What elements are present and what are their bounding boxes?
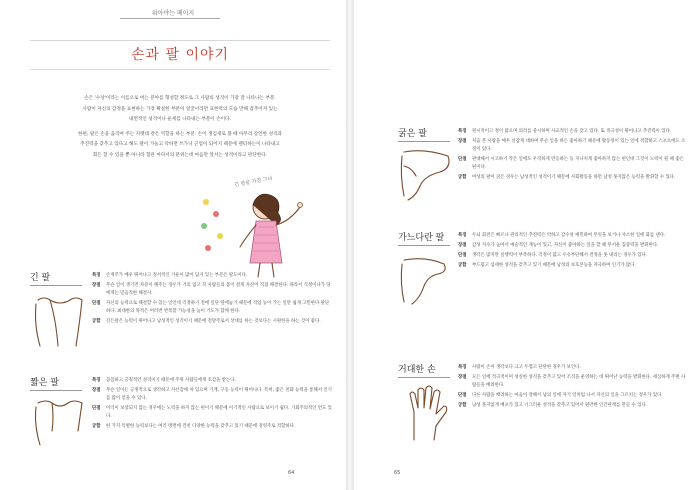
intro-line: 추진력을 갖추고 있다고 해도 팔이 가늘고 약하면 쓰가니 근업이 되어지 때문에 렌터하는이 나타내고	[80, 142, 280, 147]
entry-tag: 장점	[92, 387, 101, 393]
entry-tag: 궁합	[92, 424, 101, 430]
entry-text: 남성 못지않게 배포가 있고 너그러운 성격을 갖추고 있어서 원만한 인간관계를 만들 수 있다.	[472, 402, 648, 408]
entry-tag: 궁합	[458, 262, 467, 268]
entry-text: 처음 본 사람을 매우 살갑게 대하여 무슨 일을 하든 좋아하기 때문에 활동성이 있는 일에 적합하고 스포츠에도 소질이 있다.	[472, 138, 686, 153]
section-title	[398, 230, 450, 246]
entry-row	[458, 128, 686, 136]
entry-tag: 장점	[458, 242, 467, 248]
entry-row	[458, 156, 686, 173]
entry-tag: 장점	[458, 374, 467, 380]
section-title	[398, 362, 450, 378]
entry-tag: 궁합	[458, 175, 467, 181]
entry-tag: 궁합	[92, 319, 101, 325]
entry-tag: 장점	[92, 282, 101, 288]
section-title	[30, 270, 82, 286]
entry-row	[92, 387, 332, 404]
section-title	[30, 375, 82, 391]
right-page	[354, 0, 700, 490]
entry-tag: 특징	[92, 273, 101, 278]
entry-text: 모든 일에 적극적이며 성실한 성격을 갖추고 있어 조직을 운영하는 데 뛰어난 능력을 발휘한다. 세심하게 주변 사람들을 배려한다.	[472, 374, 686, 389]
section-title-text: 굵은 팔	[398, 129, 427, 139]
entry-row	[458, 174, 686, 182]
entry-text: 길든팔은 능력이 뛰어나고 남성적인 성격이기 때문에 전망주로서 상대를 하는 것보다는 시원한을 하는 것이 좋다.	[106, 319, 321, 325]
entry-tag: 단점	[458, 252, 467, 258]
thick-arm-illustration	[394, 146, 456, 206]
page-number: 64	[288, 470, 295, 476]
entry-text: 이익이 보장되지 않는 경우에는 노력을 하지 않는 편이기 때문에 이기적인 사람으로 보이기 쉽다. 기회주의적인 면도 있다.	[106, 406, 332, 420]
intro-text	[40, 94, 320, 161]
entry-row	[458, 262, 686, 270]
section-title-text: 긴 팔	[30, 273, 51, 283]
entry-tag: 특징	[458, 233, 467, 238]
entry-text: 무슨 일이 생기면 차분이 해주는 경우가 거의 없고 꼭 사람들의 몸이 설게 자신이 직접 해결한다. 따라서 식성이나가 당에게는 믿음직한 해결사.	[106, 282, 331, 297]
section-body	[92, 377, 332, 433]
section-title	[398, 126, 450, 142]
book-gutter	[346, 0, 354, 490]
section-title-text: 짧은 팔	[30, 378, 59, 388]
entry-row	[458, 138, 686, 155]
entry-row	[458, 402, 686, 410]
entry-row	[92, 377, 332, 385]
intro-line: 사람이 자신의 감정을 표현하는 가장 확실한 부분이 얼굴이라면 표현력의 모습 만해 감추어져 있는	[82, 106, 278, 112]
intro-line: 한편, 팔은 손을 움직여 주는 지렛대 같은 역할을 하는 부분. 손이 생김새로 볼 때 아무리 강인한 성격과	[78, 131, 282, 137]
entry-text: 부드럽고 섬세한 성격을 갖추고 있기 때문에 남성의 보호본능을 자극하여 인기가 많다.	[472, 262, 636, 268]
entry-row	[458, 242, 686, 250]
entry-row	[92, 282, 332, 299]
page-number: 65	[394, 470, 401, 476]
section-title-rule	[398, 245, 450, 246]
section-body	[458, 128, 686, 184]
entry-row	[458, 392, 686, 400]
entry-tag: 단점	[458, 157, 467, 163]
entry-row	[92, 272, 332, 280]
entry-tag: 단점	[458, 393, 467, 399]
section-body	[458, 364, 686, 412]
section-body	[458, 232, 686, 272]
entry-row	[92, 423, 332, 431]
left-page	[0, 0, 346, 490]
doodle-flowers	[196, 196, 236, 256]
entry-text: 꼼꼼하고 긍정적인 성격이기 때문에 주위 사람들에게 호감을 받는다.	[106, 378, 236, 383]
section-body	[92, 272, 332, 328]
entry-text: 생각은 많지만 실행력이 부족하다. 걱정이 많고 우유부단해서 결정을 못 내리는 경우가 있다.	[472, 252, 648, 258]
entry-tag: 특징	[458, 365, 467, 370]
intro-line: 손은 '수상'이라는 이름으로 여는 분야를 형성할 정도로 그 사람의 성격이 가장 잘 나타나는 부분.	[84, 96, 276, 101]
page-title: 손과 팔 이야기	[130, 47, 230, 63]
entry-row	[92, 318, 332, 326]
short-arm-illustration	[30, 395, 90, 450]
entry-text: 여성의 팔이 굵은 경우는 남성적인 성격이기 때문에 사회활동을 하면 남성 못지않은 능력을 발휘할 수 있다.	[472, 175, 676, 181]
entry-row	[458, 252, 686, 260]
big-hand-illustration	[398, 382, 454, 444]
intro-line: 내면적인 성격이나 운세를 나타내는 부분이 손이다.	[129, 117, 231, 122]
section-title-text: 가느다란 팔	[398, 233, 445, 243]
entry-row	[458, 232, 686, 240]
long-arm-illustration	[30, 290, 90, 350]
header-rule	[120, 18, 220, 19]
section-title-rule	[398, 141, 450, 142]
entry-tag: 단점	[92, 406, 101, 412]
entry-row	[458, 374, 686, 391]
page-header: 위아야는 페이지	[151, 10, 195, 17]
entry-tag: 특징	[92, 378, 101, 383]
entry-tag: 궁합	[458, 402, 467, 408]
entry-text: 한 가지 특별한 능력보다는 여러 방면에 걸친 다양한 능력을 갖추고 있기 때문에 경영주로 적합하다.	[106, 424, 296, 430]
entry-row	[92, 405, 332, 422]
section-title-rule	[30, 390, 82, 391]
entry-tag: 단점	[92, 301, 101, 307]
entry-text: 다른 사람을 배려하는 마음이 강해서 남의 일에 자기 일처럼 나서 자신의 일을 그르치는 경우가 있다.	[472, 393, 663, 399]
entry-row	[92, 300, 332, 317]
entry-row	[458, 364, 686, 372]
intro-line: 회든 할 수 있을 뿐 아니라 혈관 마다서의 분위는데 마음만 앞서는 성격이라고 판단한다.	[92, 152, 268, 158]
entry-text: 관대해서 시고하기 작은 일에도 우직하게 반응하는 등 지나치게 좋아하지 않는 편인데 그것이 노력이 될 때 좋은 편이다.	[472, 157, 684, 171]
entry-text: 감성 지수가 높아서 예술적인 재능이 있고, 자신이 좋아하는 일을 할 때 무서운 집중력을 발휘한다.	[472, 242, 659, 248]
entry-text: 손재주가 매우 뛰어나고 정서적인 기운이 많이 담겨 있는 부분은 팔도이다.	[106, 273, 248, 278]
thin-arm-illustration	[394, 252, 456, 312]
entry-tag: 장점	[458, 138, 467, 144]
illustration-caption: 긴 팔을 가진 그녀	[233, 175, 273, 189]
entry-text: 원시적이고 정이 많으며 의리를 중시하며 사교적인 손을 갖고 있다. 또 적극성이 뛰어나고 추진력이 있다.	[472, 129, 672, 134]
section-title-rule	[30, 285, 82, 286]
entry-text: 두뇌 회전은 빠르나 관리적인 추진력은 약하고 감수성 예민하여 무엇을 보거나 사소한 일에 화를 낸다.	[472, 233, 666, 238]
section-title-rule	[398, 377, 450, 378]
entry-text: 무슨 일이든 긍정적으로 생각하고 자신감에 차 있으며 기계, 구동 능력이 뛰어나다. 특히, 좋은 친화 능력을 통해서 인기를 많이 얻을 수 있다.	[106, 387, 332, 402]
entry-tag: 특징	[458, 129, 467, 134]
entry-text: 사람이 손이 생각보다 크고 두껍고 단단한 경우가 보인다.	[472, 365, 581, 370]
section-title-text: 거대한 손	[398, 365, 436, 375]
entry-text: 자신의 능력으로 해결할 수 있는 일인데 걱정하기 전에 일단 앞에놓기 때문에 직업 능이 가는 일만 쉽게 고민한다 판단하다. 최대한의 목적은 여러번 반복할 가능성을 높이 기도가 함께 한다.	[106, 301, 330, 315]
